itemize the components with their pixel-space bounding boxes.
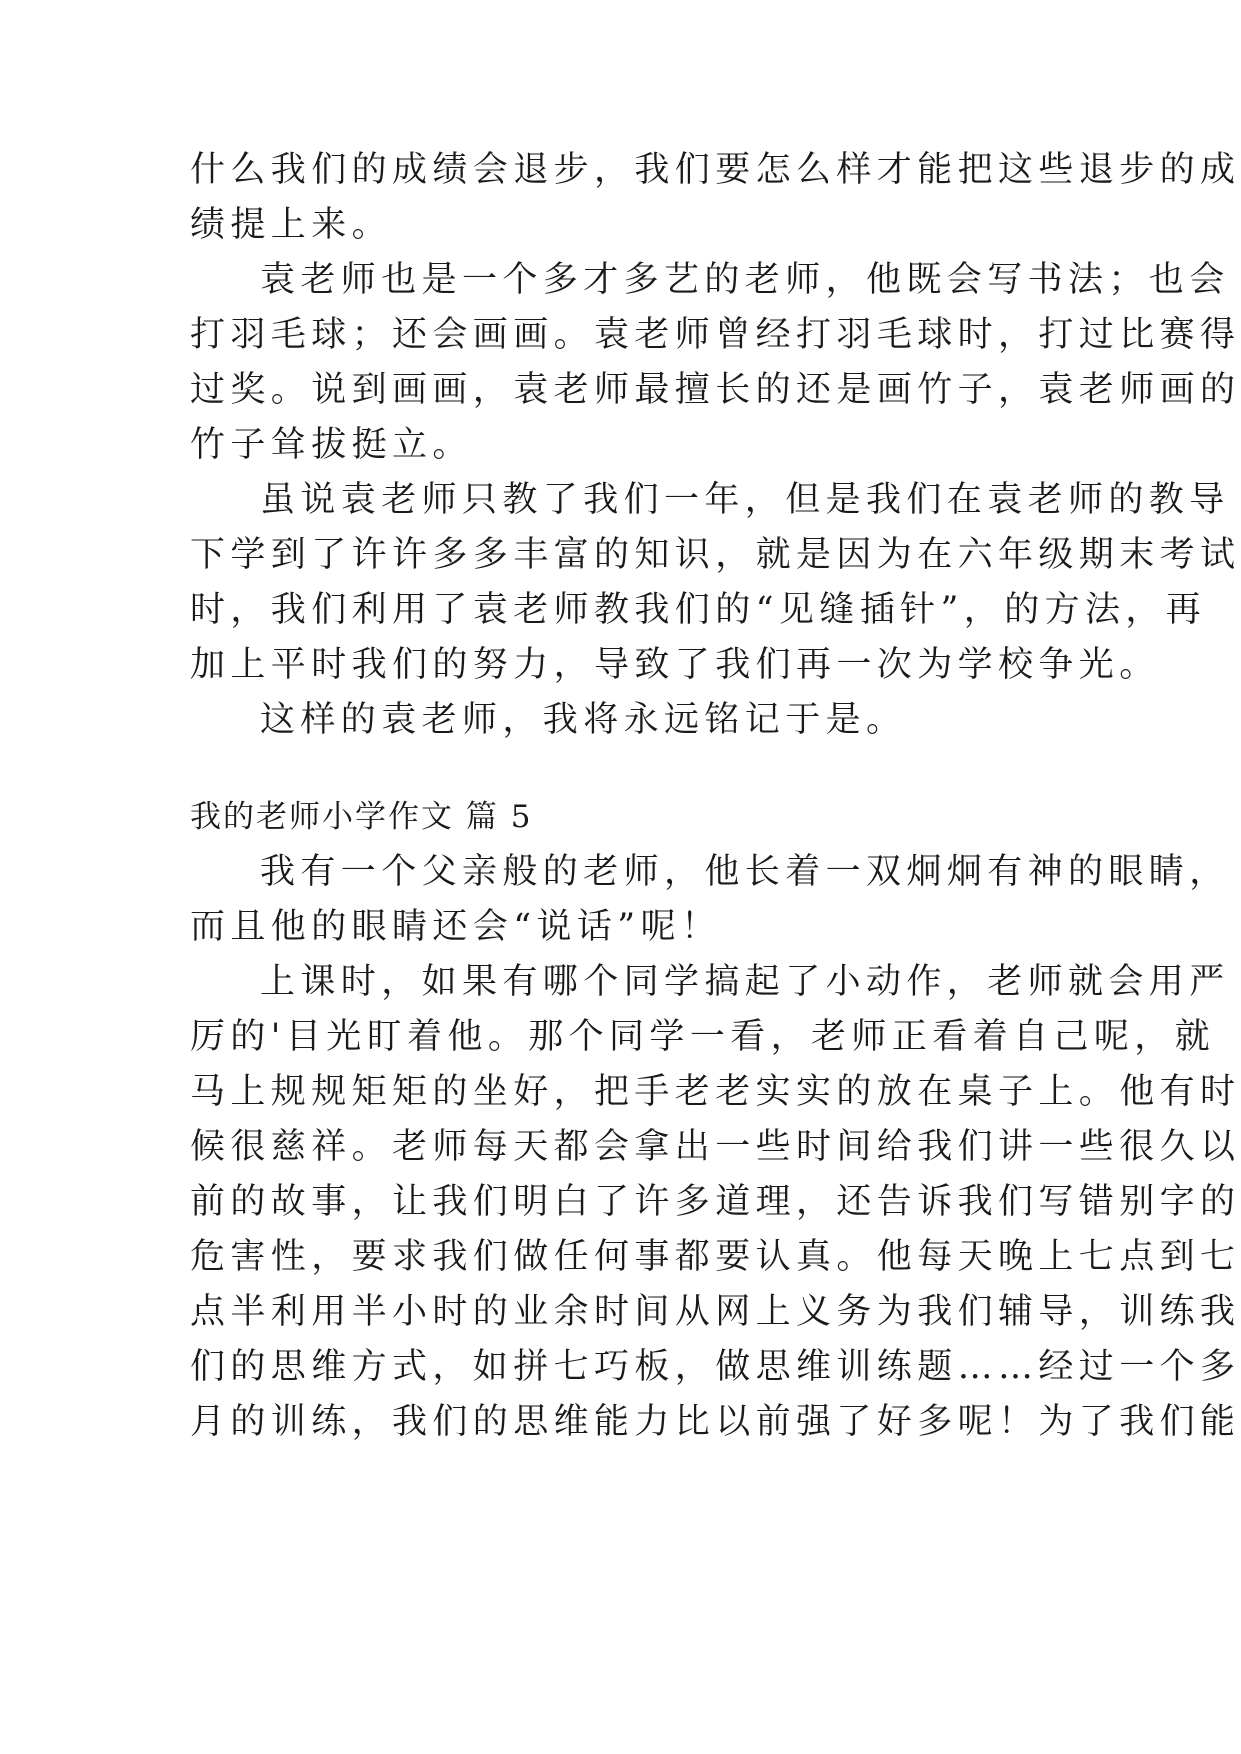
text-line: 上课时，如果有哪个同学搞起了小动作，老师就会用严 [260,962,1230,1002]
text-line: 们的思维方式，如拼七巧板，做思维训练题……经过一个多 [190,1347,1241,1387]
text-line: 月的训练，我们的思维能力比以前强了好多呢！为了我们能 [190,1402,1241,1442]
text-line: 点半利用半小时的业余时间从网上义务为我们辅导，训练我 [190,1292,1241,1332]
text-line: 时，我们利用了袁老师教我们的“见缝插针”，的方法，再 [190,590,1207,630]
text-line: 虽说袁老师只教了我们一年，但是我们在袁老师的教导 [260,480,1230,520]
text-line: 这样的袁老师，我将永远铭记于是。 [260,700,907,740]
text-line: 袁老师也是一个多才多艺的老师，他既会写书法；也会 [260,260,1230,300]
text-line: 过奖。说到画画，袁老师最擅长的还是画竹子，袁老师画的 [190,370,1241,410]
text-line: 打羽毛球；还会画画。袁老师曾经打羽毛球时，打过比赛得 [190,315,1241,355]
text-line: 前的故事，让我们明白了许多道理，还告诉我们写错别字的 [190,1182,1241,1222]
text-line: 候很慈祥。老师每天都会拿出一些时间给我们讲一些很久以 [190,1127,1241,1167]
text-line: 马上规规矩矩的坐好，把手老老实实的放在桌子上。他有时 [190,1072,1241,1112]
text-line: 绩提上来。 [190,205,393,245]
text-line: 竹子耸拔挺立。 [190,425,473,465]
text-line: 我有一个父亲般的老师，他长着一双炯炯有神的眼睛， [260,852,1230,892]
text-line: 什么我们的成绩会退步，我们要怎么样才能把这些退步的成 [190,150,1241,190]
text-line: 下学到了许许多多丰富的知识，就是因为在六年级期末考试 [190,535,1241,575]
text-line: 而且他的眼睛还会“说话”呢！ [190,907,722,947]
text-line: 加上平时我们的努力，导致了我们再一次为学校争光。 [190,645,1160,685]
text-line: 厉的'目光盯着他。那个同学一看，老师正看着自己呢，就 [190,1017,1216,1057]
section-heading: 我的老师小学作文 篇 5 [190,799,533,835]
text-line: 危害性，要求我们做任何事都要认真。他每天晚上七点到七 [190,1237,1241,1277]
